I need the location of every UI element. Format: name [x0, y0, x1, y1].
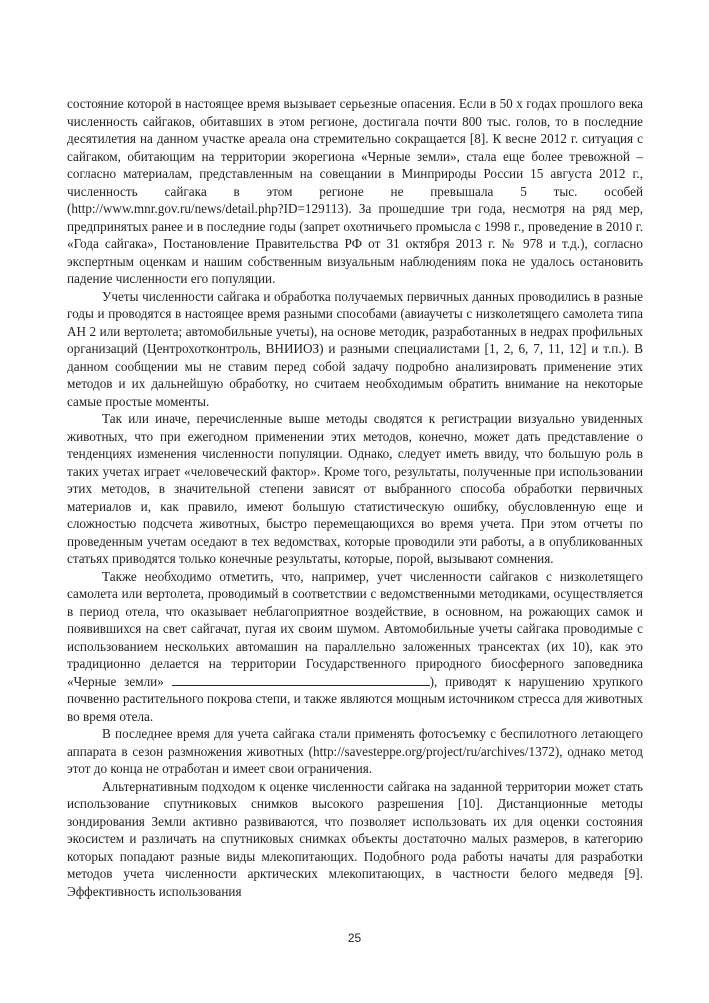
paragraph-drone-survey: В последнее время для учета сайгака стали применять фотосъемку с беспилотного летающего аппарата в сезон размножения животных (http://savesteppe.org/project/ru/archives/1372), однако метод этот до конца не отработан и имеет свои ограничения.: [67, 726, 643, 776]
paragraph-census-methods: Учеты численности сайгака и обработка получаемых первичных данных проводились в разные годы и проводятся в настоящее время разными способами (авиаучеты с низколетящего самолета типа АН 2 или вертолета; автомобильные учеты), на основе методик, разработанных в недрах профильных организаций (Центрохотконтроль, ВНИИОЗ) и разными специалистами [1, 2, 6, 7, 11, 12] и т.п.). В данном сообщении мы не ставим перед собой задачу подробно анализировать применение этих методов и их дальнейшую обработку, но считаем необходимым обратить внимание на некоторые самые простые моменты.: [67, 288, 643, 409]
paragraph-human-factor: Так или иначе, перечисленные выше методы сводятся к регистрации визуально увиденных животных, что при ежегодном применении этих методов, конечно, может дать представление о тенденциях изменения численности популяции. Однако, следует иметь ввиду, что большую роль в таких учетах играет «человеческий фактор». Кроме того, результаты, полученные при использовании этих методов, в значительной степени зависят от выбранного способа обработки первичных материалов и, как правило, имеют большую статистическую ошибку, обусловленную еще и сложностью подсчета животных, быстро перемещающихся во время учета. При этом отчеты по проведенным учетам оседают в тех ведомствах, которые проводили эти работы, а в опубликованных статьях приводятся только конечные результаты, которые, порой, вызывают сомнения.: [67, 411, 643, 566]
paragraph-text-after-blank: ), приводят к нарушению хрупкого почвенно растительного покрова степи, и также являются мощным источником стресса для животных во время отела.: [67, 673, 643, 724]
paragraph-text-before-blank: Также необходимо отметить, что, например, учет численности сайгаков с низколетящего самолета или вертолета, проводимый в соответствии с ведомственными методиками, осуществляется в период отела, что оказывает неблагоприятное воздействие, в основном, на рожающих самок и появившихся на свет сайгачат, пугая их своим шумом. Автомобильные учеты сайгака проводимые с использованием нескольких автомашин на параллельно заложенных трансектах (их 10), как это традиционно делается на территории Государственного природного биосферного заповедника «Черные земли»: [67, 568, 643, 689]
blank-underline: [172, 673, 430, 686]
paragraph-continuation: состояние которой в настоящее время вызывает серьезные опасения. Если в 50 х годах прошлого века численность сайгаков, обитавших в этом регионе, достигала почти 800 тыс. голов, то в последние десятилетия на данном участке ареала она стремительно сокращается [8]. К весне 2012 г. ситуация с сайгаком, обитающим на территории экорегиона «Черные земли», стала еще более тревожной – согласно материалам, представленным на совещании в Минприроды России 15 августа 2012 г., численность сайгака в этом регионе не превышала 5 тыс. особей (http://www.mnr.gov.ru/news/detail.php?ID=129113). За прошедшие три года, несмотря на ряд мер, предпринятых ранее и в последние годы (запрет охотничьего промысла с 1998 г., проведение в 2010 г. «Года сайгака», Постановление Правительства РФ от 31 октября 2013 г. № 978 и т.д.), согласно экспертным оценкам и нашим собственным визуальным наблюдениям пока не удалось остановить падение численности его популяции.: [67, 96, 643, 286]
page-number: 25: [347, 931, 362, 945]
paragraph-satellite-imagery: Альтернативным подходом к оценке численности сайгака на заданной территории может стать использование спутниковых снимков высокого разрешения [10]. Дистанционные методы зондирования Земли активно развиваются, что позволяет использовать их для оценки состояния экосистем и различать на спутниковых снимках объекты достаточно малых размеров, в категорию которых попадают разные виды млекопитающих. Подобного рода работы начаты для разработки методов учета численности арктических млекопитающих, в частности белого медведя [9]. Эффективность использования: [67, 778, 643, 899]
paragraph-aerial-census-disturbance: [67, 568, 643, 726]
document-body: [67, 95, 643, 900]
